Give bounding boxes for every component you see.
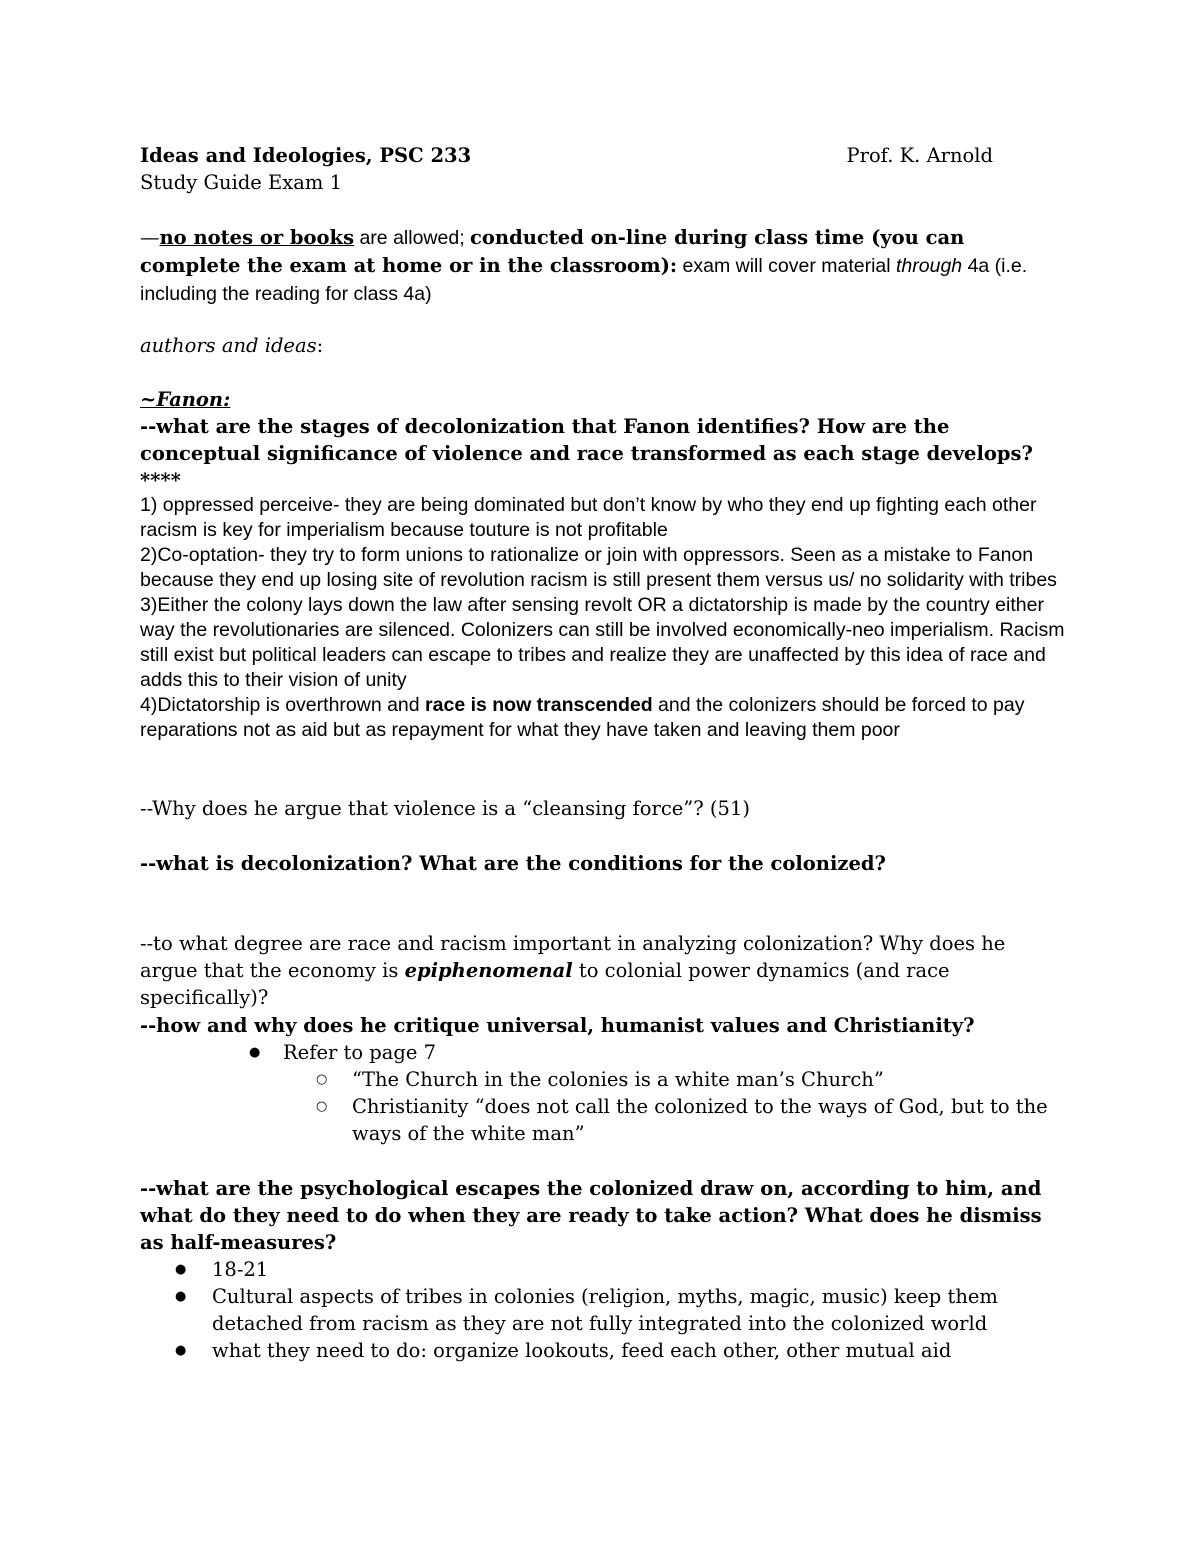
circle-bullet-icon: ○ (316, 1099, 328, 1114)
question-stages: --what are the stages of decolonization that Fanon identifies? How are the conceptual significance of violence and race transformed as each stage develops? **** (140, 415, 1033, 492)
document-subtitle: Study Guide Exam 1 (140, 171, 342, 194)
course-title: Ideas and Ideologies, PSC 233 (140, 144, 472, 167)
through-text: through (896, 255, 963, 277)
list-item-text: 18-21 (212, 1258, 269, 1281)
list-item-text: what they need to do: organize lookouts, feed each other, other mutual aid (212, 1339, 952, 1362)
allowed-text: are allowed; (354, 227, 471, 249)
list-item (140, 1283, 1065, 1337)
authors-colon: : (316, 334, 324, 357)
bullet-icon: ● (175, 1289, 187, 1304)
stages-answer (140, 493, 1065, 743)
question-critique: --how and why does he critique universal, humanist values and Christianity? (140, 1014, 975, 1037)
list-item-text: “The Church in the colonies is a white man’s Church” (352, 1068, 884, 1091)
question-decolonization: --what is decolonization? What are the conditions for the colonized? (140, 852, 886, 875)
professor-name: Prof. K. Arnold (846, 144, 993, 167)
fanon-heading: ~Fanon: (140, 388, 231, 411)
stage-4 (140, 693, 1065, 743)
stage-1: 1) oppressed perceive- they are being dominated but don’t know by who they end up fighting each other racism is key for imperialism because touture is not profitable (140, 494, 1037, 541)
question-race-end: to colonial power dynamics (and race specifically)? (140, 959, 950, 1009)
list-item (140, 1039, 1065, 1066)
escapes-notes (140, 1256, 1065, 1364)
question-escapes: --what are the psychological escapes the colonized draw on, according to him, and what do they need to do when they are ready to take action? What does he dismiss as half-measures? (140, 1177, 1042, 1254)
list-item-text: Christianity “does not call the colonized to the ways of God, but to the ways of the white man” (352, 1095, 1048, 1145)
circle-bullet-icon: ○ (316, 1072, 328, 1087)
list-item (140, 1256, 1065, 1283)
stage-4-start: 4)Dictatorship is overthrown and (140, 694, 426, 716)
list-item-text: Refer to page 7 (283, 1041, 437, 1064)
authors-label-text: authors and ideas (140, 334, 317, 357)
em-dash: — (140, 226, 160, 249)
list-item (140, 1066, 1065, 1093)
question-cleansing: --Why does he argue that violence is a “cleansing force”? (51) (140, 797, 750, 820)
bullet-icon: ● (175, 1262, 187, 1277)
question-race (140, 930, 1065, 1011)
question-race-start: --to what degree are race and racism important in analyzing colonization? Why does he argue that the economy is (140, 932, 1006, 982)
no-notes-text: no notes or books (159, 226, 355, 249)
exam-rules (140, 224, 1065, 308)
critique-notes (140, 1039, 1065, 1147)
cover-text: exam will cover material (677, 255, 897, 277)
list-item (140, 1337, 1065, 1364)
stage-2: 2)Co-optation- they try to form unions to rationalize or join with oppressors. Seen as a mistake to Fanon because they end up losing site of revolution racism is still present them versus us/ no solidarity with tribes (140, 544, 1057, 591)
bullet-icon: ● (249, 1045, 261, 1060)
list-item (140, 1093, 1065, 1147)
conducted-text: conducted on-line during class time (you can complete the exam at home or in the classroom): (140, 226, 965, 277)
header (140, 142, 1065, 196)
epiphenomenal-term: epiphenomenal (404, 959, 573, 982)
cover-text-end: 4a (i.e. including the reading for class 4a) (140, 255, 1028, 305)
stage-4-end: and the colonizers should be forced to pay reparations not as aid but as repayment for what they have taken and leaving them poor (140, 694, 1025, 741)
bullet-icon: ● (175, 1343, 187, 1358)
authors-label (140, 332, 1065, 359)
list-item-text: Cultural aspects of tribes in colonies (religion, myths, magic, music) keep them detached from racism as they are not fully integrated into the colonized world (212, 1285, 998, 1335)
stage-4-emphasis: race is now transcended (425, 694, 653, 716)
stage-3: 3)Either the colony lays down the law after sensing revolt OR a dictatorship is made by the country either way the revolutionaries are silenced. Colonizers can still be involved economically-neo imperialism. Racism still exist but political leaders can escape to tribes and realize they are unaffected by this idea of race and adds this to their vision of unity (140, 594, 1065, 691)
